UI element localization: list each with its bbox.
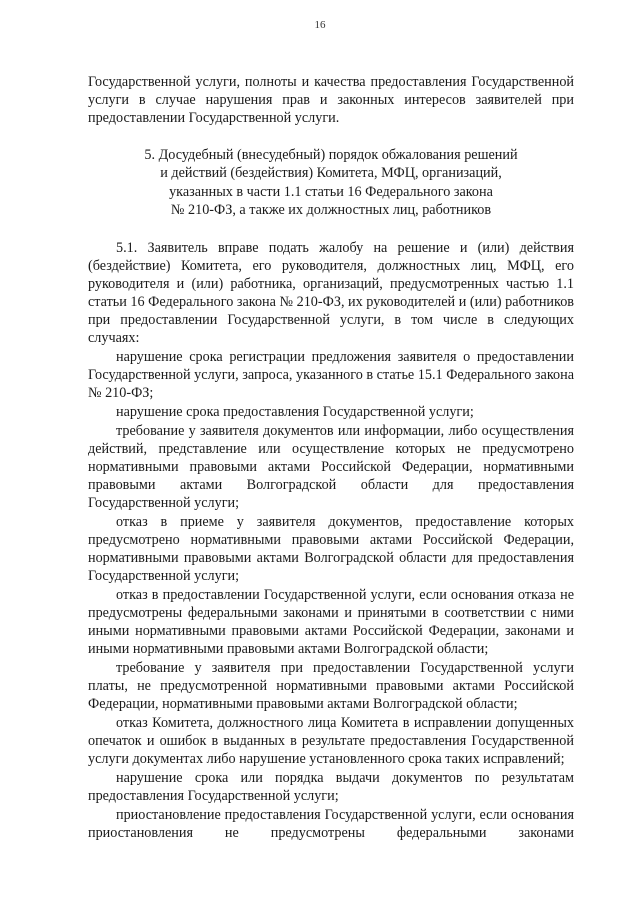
- list-item: отказ Комитета, должностного лица Комитета в исправлении допущенных опечаток и ошибок в выданных в результате предоставления Государственной услуги документах либо нарушение установленного срока таких исправлений;: [88, 714, 574, 767]
- list-item: отказ в предоставлении Государственной услуги, если основания отказа не предусмотрены федеральными законами и принятыми в соответствии с ними иными нормативными правовыми актами Российской Федерации, законами и иными нормативными правовыми актами Волгоградской области;: [88, 586, 574, 657]
- list-item: нарушение срока регистрации предложения заявителя о предоставлении Государственной услуги, запроса, указанного в статье 15.1 Федерального закона № 210-ФЗ;: [88, 348, 574, 401]
- list-item: нарушение срока или порядка выдачи документов по результатам предоставления Государственной услуги;: [88, 769, 574, 804]
- section-title-line: и действий (бездействия) Комитета, МФЦ, организаций,: [160, 165, 502, 182]
- list-item: требование у заявителя документов или информации, либо осуществления действий, представление или осуществление которых не предусмотрено нормативными правовыми актами Российской Федерации, нормативными правовыми актами Волгоградской области для предоставления Государственной услуги;: [88, 422, 574, 511]
- page-content: [88, 73, 574, 843]
- section-title-line: № 210-ФЗ, а также их должностных лиц, работников: [170, 202, 492, 219]
- page-number: 16: [314, 19, 326, 31]
- list-item: приостановление предоставления Государственной услуги, если основания приостановления не предусмотрены федеральными законами: [88, 806, 574, 841]
- list-item: отказ в приеме у заявителя документов, предоставление которых предусмотрено нормативными правовыми актами Российской Федерации, нормативными правовыми актами Волгоградской области для предоставления Государственной услуги;: [88, 513, 574, 584]
- list-item: нарушение срока предоставления Государственной услуги;: [116, 403, 474, 420]
- list-item: требование у заявителя при предоставлении Государственной услуги платы, не предусмотренной нормативными правовыми актами Российской Федерации, нормативными правовыми актами Волгоградской области;: [88, 659, 574, 712]
- section-title: [88, 146, 574, 220]
- section-title-line: 5. Досудебный (внесудебный) порядок обжалования решений: [144, 147, 518, 163]
- lead-paragraph: Государственной услуги, полноты и качества предоставления Государственной услуги в случае нарушения прав и законных интересов заявителей при предоставлении Государственной услуги.: [88, 74, 574, 126]
- paragraph-5-1: 5.1. Заявитель вправе подать жалобу на решение и (или) действия (бездействие) Комитета, его руководителя, должностных лиц, МФЦ, его руководителя и (или) работника, организаций, предусмотренных частью 1.1 статьи 16 Федерального закона № 210-ФЗ, их руководителей и (или) работников при предоставлении Государственной услуги, в том числе в следующих случаях:: [88, 239, 574, 346]
- section-title-line: указанных в части 1.1 статьи 16 Федерального закона: [169, 183, 493, 200]
